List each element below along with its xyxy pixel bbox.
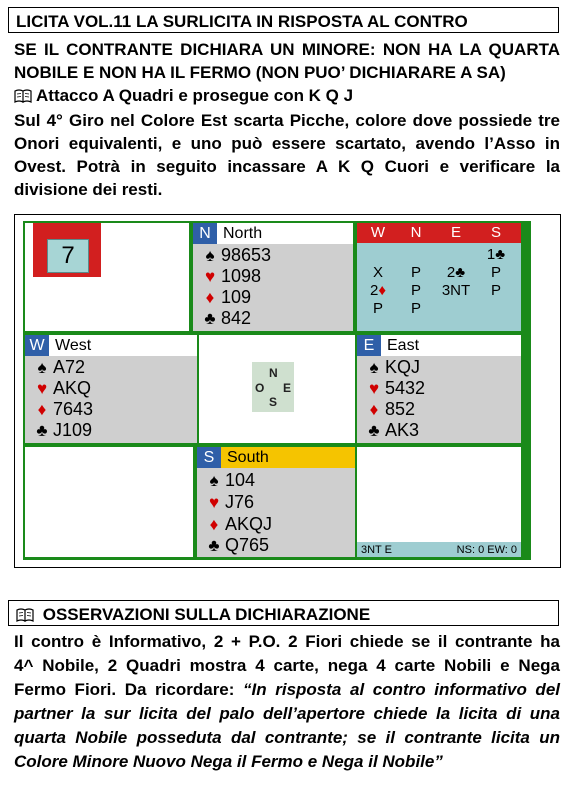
obs-quote: partner la sur licita del palo dell’apertore chiede la licita di una (14, 704, 560, 723)
heart-icon: ♥ (204, 266, 216, 286)
bid-cell: P (410, 264, 421, 281)
result-bar (357, 542, 521, 557)
bid-header-n: N (410, 224, 422, 241)
east-spades: KQJ (385, 357, 421, 377)
spade-icon: ♠ (37, 357, 47, 377)
seat-name-south: South (227, 448, 269, 466)
intro-line: NOBILE E NON HA IL FERMO (NON PUO’ DICHIARARE A SA) (14, 63, 506, 82)
bidding-header (357, 223, 521, 243)
diamond-icon: ♦ (37, 399, 47, 419)
obs-line (14, 726, 560, 750)
empty-panel-sw (25, 447, 193, 557)
play-line: divisione dei resti. (14, 180, 163, 199)
heart-icon: ♥ (36, 378, 48, 398)
west-hearts: AKQ (53, 378, 92, 398)
south-diamonds: AKQJ (225, 514, 273, 534)
south-hearts: J76 (225, 492, 255, 512)
north-hearts: 1098 (221, 266, 262, 286)
seat-name-west: West (55, 336, 92, 354)
play-text (14, 84, 560, 201)
play-title-text: Attacco A Quadri e prosegue con K Q J (36, 86, 354, 105)
club-icon: ♣ (36, 420, 48, 440)
compass-o: O (255, 381, 265, 395)
bid-cell: P (490, 282, 501, 299)
observations-heading (8, 600, 559, 626)
spade-icon: ♠ (369, 357, 379, 377)
bid-cell: 1♣ (486, 246, 506, 263)
north-diamonds: 109 (221, 287, 252, 307)
east-diamonds: 852 (385, 399, 416, 419)
table-felt (23, 221, 531, 560)
hand-north (193, 223, 353, 331)
diamond-icon: ♦ (209, 514, 219, 534)
east-clubs: AK3 (385, 420, 420, 440)
west-spades: A72 (53, 357, 86, 377)
obs-quote: quarta Nobile posseduta dal contrante; se il contrante licita un (14, 728, 560, 747)
obs-line: Il contro è Informativo, 2 + P.O. 2 Fiori chiede se il contrante ha (14, 632, 560, 651)
heart-icon: ♥ (368, 378, 380, 398)
section-heading: LICITA VOL.11 LA SURLICITA IN RISPOSTA AL CONTRO (8, 7, 559, 33)
south-spades: 104 (225, 470, 256, 490)
seat-name-east: East (387, 336, 420, 354)
seat-tag-west: W (25, 335, 49, 356)
obs-quote: “In risposta al contro informativo del (243, 680, 560, 699)
play-line: Ovest. Potrà in seguito incassare A K Q Cuori e verificare la (14, 157, 560, 176)
compass-n: N (269, 366, 278, 380)
bid-cell: P (410, 282, 421, 299)
compass-s: S (269, 395, 278, 409)
bridge-board (14, 214, 561, 568)
bid-cell: 3NT (441, 282, 471, 299)
heart-icon: ♥ (208, 492, 220, 512)
play-line: Sul 4° Giro nel Colore Est scarta Picche, colore dove possiede tre (14, 111, 560, 130)
open-book-icon (14, 86, 32, 109)
result-panel (357, 447, 521, 557)
play-line: Onori equivalenti, e uno può essere scartato, avendo l’Asso in (14, 134, 560, 153)
bid-cell: P (490, 264, 501, 281)
board-number-panel (25, 223, 189, 331)
north-clubs: 842 (221, 308, 252, 328)
spade-icon: ♠ (209, 470, 219, 490)
hand-east (357, 335, 521, 443)
bid-header-e: E (450, 224, 461, 241)
bid-cell: X (372, 264, 383, 281)
diamond-icon: ♦ (205, 287, 215, 307)
observations-heading-text: OSSERVAZIONI SULLA DICHIARAZIONE (42, 605, 371, 624)
obs-line (14, 750, 560, 774)
club-icon: ♣ (204, 308, 216, 328)
bid-header-w: W (370, 224, 386, 241)
hand-south (197, 447, 355, 557)
intro-line: SE IL CONTRANTE DICHIARA UN MINORE: NON HA LA QUARTA (14, 40, 560, 59)
hand-west (25, 335, 197, 443)
north-spades: 98653 (221, 245, 272, 265)
open-book-icon (16, 607, 34, 626)
seat-tag-south: S (197, 447, 221, 468)
contract: 3NT E (361, 543, 392, 556)
compass-e: E (283, 381, 292, 395)
obs-line: 4^ Nobile, 2 Quadri mostra 4 carte, nega 4 carte Nobili e Nega (14, 656, 560, 675)
seat-tag-east: E (357, 335, 381, 356)
score: NS: 0 EW: 0 (456, 543, 517, 556)
obs-line (14, 702, 560, 726)
board-number: 7 (47, 239, 89, 273)
club-icon: ♣ (368, 420, 380, 440)
bid-cell: 2♣ (446, 264, 466, 281)
obs-line-text: Fermo Fiori. Da ricordare: (14, 680, 244, 699)
seat-name-north: North (223, 224, 263, 242)
seat-tag-north: N (193, 223, 217, 244)
play-title (14, 84, 560, 109)
diamond-icon: ♦ (369, 399, 379, 419)
bidding-panel (357, 223, 521, 331)
west-diamonds: 7643 (53, 399, 94, 419)
south-clubs: Q765 (225, 535, 270, 555)
obs-line (14, 678, 560, 702)
bid-cell: P (372, 300, 383, 317)
bid-cell: 2♦ (370, 282, 386, 299)
spade-icon: ♠ (205, 245, 215, 265)
compass-rose (252, 362, 294, 412)
club-icon: ♣ (208, 535, 220, 555)
obs-quote: Colore Minore Nuovo Nega il Fermo e Nega il Nobile” (14, 752, 443, 771)
bid-cell: P (410, 300, 421, 317)
west-clubs: J109 (53, 420, 93, 440)
bid-header-s: S (490, 224, 501, 241)
intro-text (14, 38, 560, 84)
east-hearts: 5432 (385, 378, 426, 398)
observations-text (14, 630, 560, 774)
